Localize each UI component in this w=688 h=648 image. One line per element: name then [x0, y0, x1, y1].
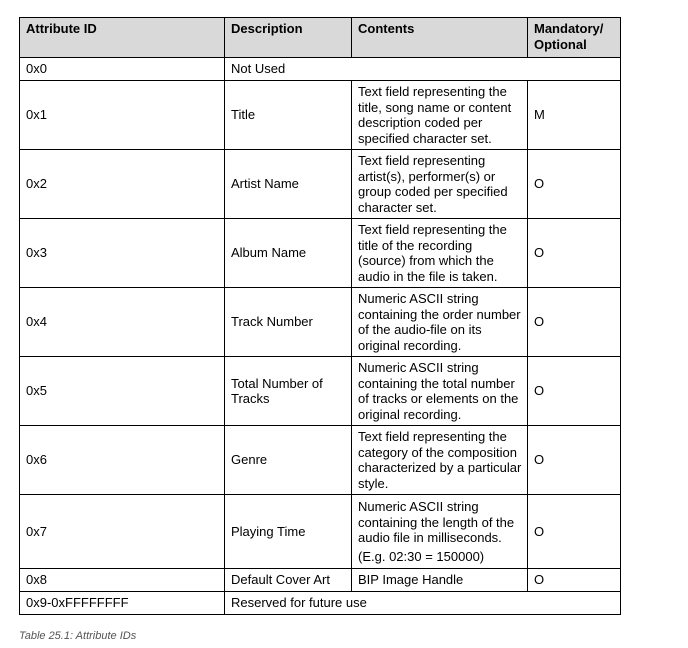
table-row — [20, 495, 621, 569]
table-row — [20, 58, 621, 81]
cell-mandatory-optional: O — [528, 569, 621, 592]
attribute-ids-table — [19, 17, 621, 615]
cell-description: Title — [225, 81, 352, 150]
cell-contents: Text field representing the category of the composition characterized by a particular style. — [352, 426, 528, 495]
cell-mandatory-optional: M — [528, 81, 621, 150]
table-row — [20, 426, 621, 495]
cell-mandatory-optional: O — [528, 426, 621, 495]
header-attribute-id: Attribute ID — [20, 18, 225, 58]
contents-text: Numeric ASCII string containing the length of the audio file in milliseconds. — [358, 499, 515, 545]
cell-contents: Numeric ASCII string containing the total number of tracks or elements on the original recording. — [352, 357, 528, 426]
cell-contents: BIP Image Handle — [352, 569, 528, 592]
header-description: Description — [225, 18, 352, 58]
cell-description: Default Cover Art — [225, 569, 352, 592]
table-row — [20, 288, 621, 357]
cell-description: Reserved for future use — [225, 592, 621, 615]
table-row — [20, 592, 621, 615]
cell-attribute-id: 0x8 — [20, 569, 225, 592]
cell-description: Playing Time — [225, 495, 352, 569]
table-row — [20, 569, 621, 592]
cell-attribute-id: 0x4 — [20, 288, 225, 357]
cell-mandatory-optional: O — [528, 288, 621, 357]
cell-description: Artist Name — [225, 150, 352, 219]
cell-description: Track Number — [225, 288, 352, 357]
cell-mandatory-optional: O — [528, 495, 621, 569]
cell-attribute-id: 0x2 — [20, 150, 225, 219]
table-row — [20, 81, 621, 150]
contents-example: (E.g. 02:30 = 150000) — [358, 548, 485, 564]
table-header-row — [20, 18, 621, 58]
cell-contents: Text field representing the title, song name or content description coded per specified character set. — [352, 81, 528, 150]
cell-attribute-id: 0x7 — [20, 495, 225, 569]
table-row — [20, 150, 621, 219]
cell-mandatory-optional: O — [528, 219, 621, 288]
cell-attribute-id: 0x3 — [20, 219, 225, 288]
cell-attribute-id: 0x5 — [20, 357, 225, 426]
cell-attribute-id: 0x0 — [20, 58, 225, 81]
cell-contents: Text field representing artist(s), performer(s) or group coded per specified character set. — [352, 150, 528, 219]
cell-mandatory-optional: O — [528, 150, 621, 219]
cell-contents — [352, 495, 528, 569]
cell-mandatory-optional: O — [528, 357, 621, 426]
cell-attribute-id: 0x9-0xFFFFFFFF — [20, 592, 225, 615]
cell-description: Genre — [225, 426, 352, 495]
header-mandatory-optional: Mandatory/ Optional — [528, 18, 621, 58]
cell-description: Total Number of Tracks — [225, 357, 352, 426]
cell-attribute-id: 0x6 — [20, 426, 225, 495]
cell-contents: Text field representing the title of the recording (source) from which the audio in the file is taken. — [352, 219, 528, 288]
cell-description: Album Name — [225, 219, 352, 288]
cell-description: Not Used — [225, 58, 621, 81]
cell-attribute-id: 0x1 — [20, 81, 225, 150]
table-caption: Table 25.1: Attribute IDs — [19, 630, 137, 642]
table-row — [20, 219, 621, 288]
cell-contents: Numeric ASCII string containing the order number of the audio-file on its original recording. — [352, 288, 528, 357]
header-contents: Contents — [352, 18, 528, 58]
table-row — [20, 357, 621, 426]
